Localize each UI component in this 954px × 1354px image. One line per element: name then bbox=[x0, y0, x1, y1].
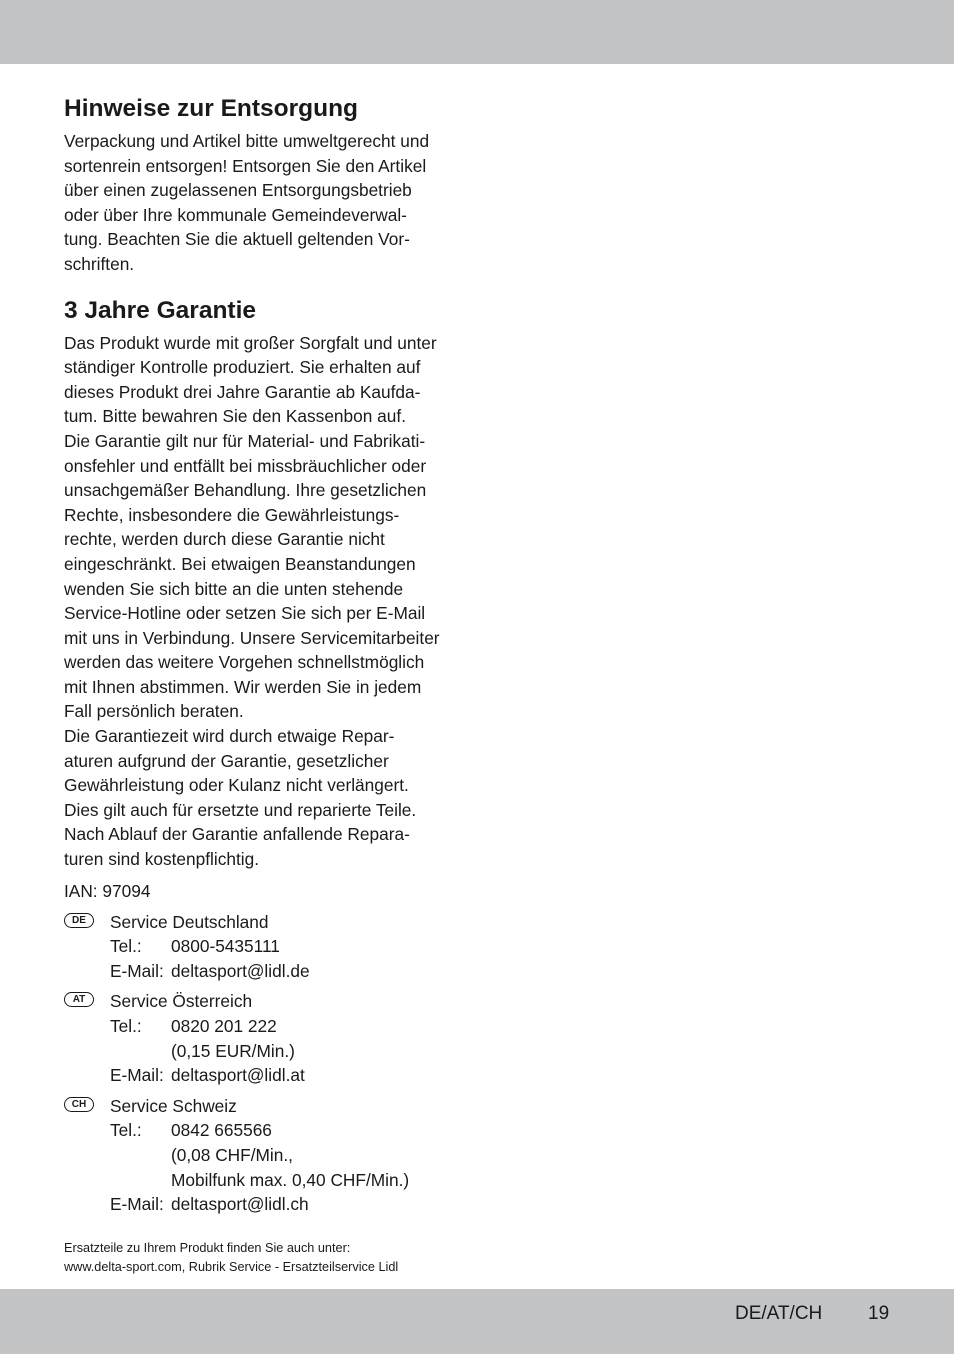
content-column bbox=[64, 93, 464, 1217]
warranty-line: aturen aufgrund der Garantie, gesetzlicher bbox=[64, 750, 389, 771]
country-badge-at-icon: AT bbox=[64, 992, 94, 1007]
warranty-line: Das Produkt wurde mit großer Sorgfalt und unter bbox=[64, 332, 437, 353]
service-ch bbox=[64, 1094, 464, 1217]
service-at-tel-note: (0,15 EUR/Min.) bbox=[171, 1040, 295, 1061]
service-de bbox=[64, 910, 464, 984]
warranty-line: Gewährleistung oder Kulanz nicht verlängert. bbox=[64, 775, 409, 796]
service-ch-title: Service Schweiz bbox=[110, 1095, 237, 1116]
service-de-tel: 0800-5435111 bbox=[171, 936, 280, 957]
email-label: E-Mail: bbox=[110, 1194, 164, 1215]
spare-parts-line: www.delta-sport.com, Rubrik Service - Ersatzteilservice Lidl bbox=[64, 1260, 399, 1274]
country-badge-ch-icon: CH bbox=[64, 1097, 94, 1112]
spare-parts-note bbox=[64, 1239, 398, 1277]
warranty-line: Rechte, insbesondere die Gewährleistungs- bbox=[64, 504, 400, 525]
disposal-text bbox=[64, 129, 464, 277]
warranty-line: turen sind kostenpflichtig. bbox=[64, 849, 260, 870]
service-ch-email: deltasport@lidl.ch bbox=[171, 1194, 309, 1215]
service-at-email: deltasport@lidl.at bbox=[171, 1065, 305, 1086]
email-label: E-Mail: bbox=[110, 1065, 164, 1086]
warranty-line: Nach Ablauf der Garantie anfallende Repara- bbox=[64, 824, 410, 845]
email-label: E-Mail: bbox=[110, 960, 164, 981]
warranty-text bbox=[64, 331, 464, 872]
ian-number: IAN: 97094 bbox=[64, 880, 151, 901]
disposal-line: schriften. bbox=[64, 253, 135, 274]
warranty-heading: 3 Jahre Garantie bbox=[64, 296, 257, 324]
service-ch-tel-note: (0,08 CHF/Min., bbox=[171, 1144, 293, 1165]
warranty-line: mit uns in Verbindung. Unsere Servicemitarbeiter bbox=[64, 627, 440, 648]
page-number: 19 bbox=[868, 1303, 890, 1324]
warranty-line: ständiger Kontrolle produziert. Sie erhalten auf bbox=[64, 357, 421, 378]
warranty-line: onsfehler und entfällt bei missbräuchlicher oder bbox=[64, 455, 427, 476]
warranty-line: Dies gilt auch für ersetzte und reparierte Teile. bbox=[64, 799, 417, 820]
country-badge-de-icon: DE bbox=[64, 913, 94, 928]
warranty-line: Die Garantiezeit wird durch etwaige Repar- bbox=[64, 726, 395, 747]
spare-parts-line: Ersatzteile zu Ihrem Produkt finden Sie auch unter: bbox=[64, 1241, 351, 1255]
tel-label: Tel.: bbox=[110, 1016, 142, 1036]
service-at-tel: 0820 201 222 bbox=[171, 1016, 277, 1036]
service-at-title: Service Österreich bbox=[110, 991, 253, 1012]
disposal-line: sortenrein entsorgen! Entsorgen Sie den Artikel bbox=[64, 155, 427, 176]
warranty-line: werden das weitere Vorgehen schnellstmöglich bbox=[64, 652, 425, 673]
warranty-line: unsachgemäßer Behandlung. Ihre gesetzlichen bbox=[64, 480, 427, 501]
disposal-line: Verpackung und Artikel bitte umweltgerecht und bbox=[64, 131, 430, 151]
warranty-line: Die Garantie gilt nur für Material- und Fabrikati- bbox=[64, 430, 426, 451]
warranty-line: mit Ihnen abstimmen. Wir werden Sie in jedem bbox=[64, 676, 422, 697]
service-ch-tel: 0842 665566 bbox=[171, 1120, 272, 1141]
service-at bbox=[64, 989, 464, 1087]
warranty-line: Service-Hotline oder setzen Sie sich per E-Mail bbox=[64, 603, 426, 624]
disposal-heading: Hinweise zur Entsorgung bbox=[64, 95, 359, 122]
tel-label: Tel.: bbox=[110, 1120, 142, 1141]
disposal-line: oder über Ihre kommunale Gemeindeverwal- bbox=[64, 204, 407, 225]
warranty-line: Fall persönlich beraten. bbox=[64, 701, 244, 722]
warranty-line: rechte, werden durch diese Garantie nicht bbox=[64, 529, 385, 550]
warranty-line: eingeschränkt. Bei etwaigen Beanstandungen bbox=[64, 553, 416, 574]
tel-label: Tel.: bbox=[110, 936, 142, 957]
warranty-line: dieses Produkt drei Jahre Garantie ab Kaufda- bbox=[64, 381, 421, 402]
disposal-line: über einen zugelassenen Entsorgungsbetrieb bbox=[64, 180, 412, 201]
footer-language-codes: DE/AT/CH bbox=[735, 1303, 823, 1324]
service-de-email: deltasport@lidl.de bbox=[171, 960, 310, 981]
warranty-line: wenden Sie sich bitte an die unten stehende bbox=[64, 578, 404, 599]
header-band bbox=[0, 0, 954, 64]
warranty-line: tum. Bitte bewahren Sie den Kassenbon auf. bbox=[64, 406, 407, 427]
disposal-line: tung. Beachten Sie die aktuell geltenden Vor- bbox=[64, 229, 410, 250]
service-de-title: Service Deutschland bbox=[110, 911, 269, 932]
service-ch-tel-note: Mobilfunk max. 0,40 CHF/Min.) bbox=[171, 1169, 410, 1190]
